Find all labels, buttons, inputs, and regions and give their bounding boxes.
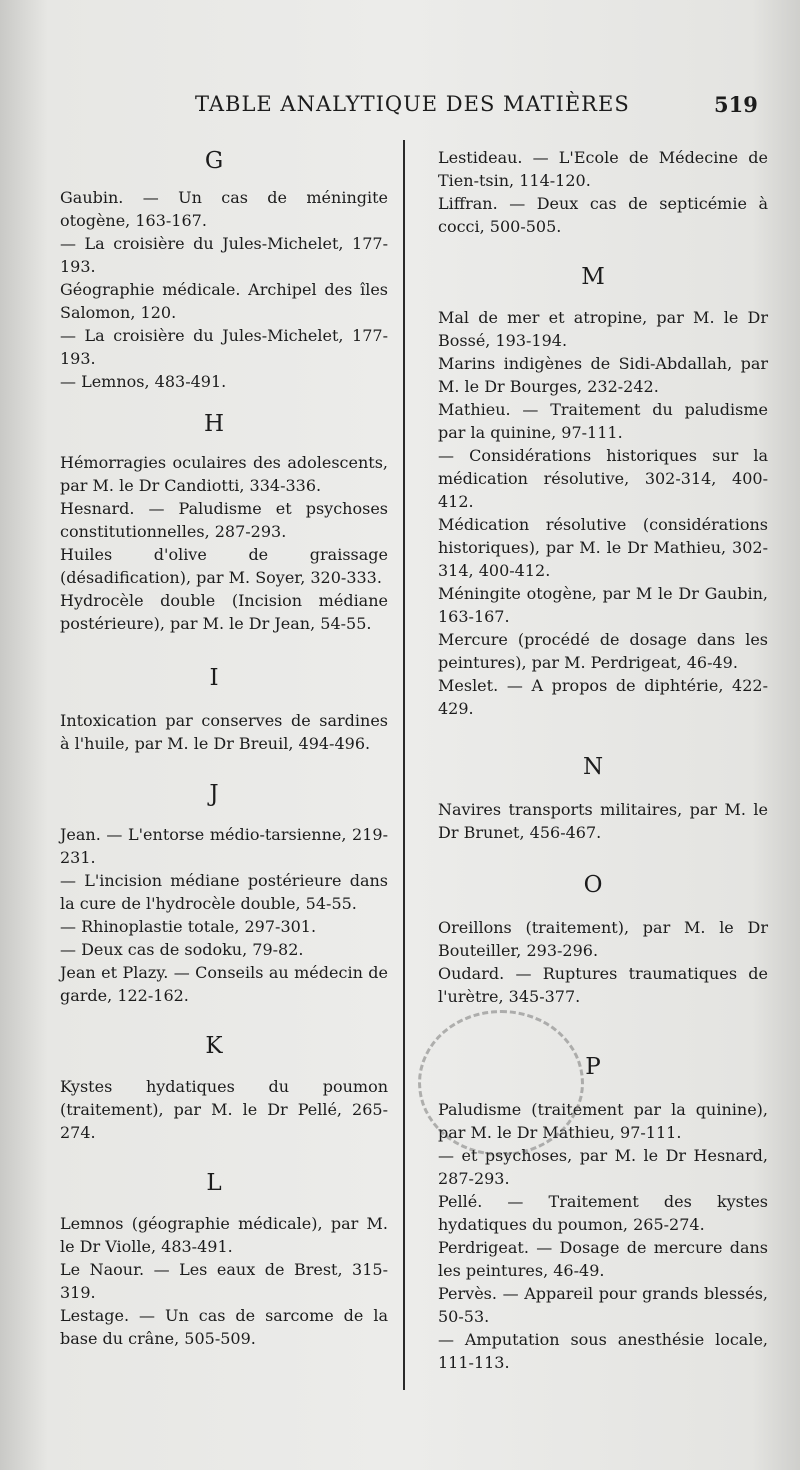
entry-geographie-salomon: Géographie médicale. Archipel des îles Salomon, 120. bbox=[60, 280, 388, 322]
entry-paludisme: Paludisme (traitement par la quinine), par M. le Dr Mathieu, 97-111. bbox=[438, 1100, 768, 1142]
entry-jean-incision: — L'incision médiane postérieure dans la cure de l'hydrocèle double, 54-55. bbox=[60, 871, 388, 913]
running-title: TABLE ANALYTIQUE DES MATIÈRES bbox=[195, 92, 630, 116]
entry-jean-sodoku: — Deux cas de sodoku, 79-82. bbox=[60, 940, 304, 959]
entry-meslet: Meslet. — A propos de diphtérie, 422-429. bbox=[438, 676, 768, 718]
entry-mathieu-considerations: — Considérations historiques sur la médication résolutive, 302-314, 400-412. bbox=[438, 446, 768, 511]
entry-oreillons: Oreillons (traitement), par M. le Dr Bouteiller, 293-296. bbox=[438, 918, 768, 960]
entry-jean-entorse: Jean. — L'entorse médio-tarsienne, 219-231. bbox=[60, 825, 388, 867]
entry-perves: Pervès. — Appareil pour grands blessés, 50-53. bbox=[438, 1284, 768, 1326]
entry-intoxication: Intoxication par conserves de sardines à l'huile, par M. le Dr Breuil, 494-496. bbox=[60, 711, 388, 753]
section-letter-m: M bbox=[581, 264, 605, 290]
right-column bbox=[418, 140, 768, 1374]
section-letter-p: P bbox=[585, 1054, 601, 1080]
section-letter-j: J bbox=[209, 781, 219, 807]
entry-mercure: Mercure (procédé de dosage dans les peintures), par M. Perdrigeat, 46-49. bbox=[438, 630, 768, 672]
entry-navires: Navires transports militaires, par M. le Dr Brunet, 456-467. bbox=[438, 800, 768, 842]
entry-medication: Médication résolutive (considérations historiques), par M. le Dr Mathieu, 302-314, 400-412. bbox=[438, 515, 768, 580]
section-letter-n: N bbox=[582, 754, 604, 780]
entry-liffran: Liffran. — Deux cas de septicémie à cocci, 500-505. bbox=[438, 194, 768, 236]
column-divider bbox=[403, 140, 405, 1390]
entry-pelle: Pellé. — Traitement des kystes hydatiques du poumon, 265-274. bbox=[438, 1192, 768, 1234]
entry-marins: Marins indigènes de Sidi-Abdallah, par M. le Dr Bourges, 232-242. bbox=[438, 354, 768, 396]
entry-oudard: Oudard. — Ruptures traumatiques de l'urètre, 345-377. bbox=[438, 964, 768, 1006]
entry-jean-plazy: Jean et Plazy. — Conseils au médecin de garde, 122-162. bbox=[60, 963, 388, 1005]
entry-mal-de-mer: Mal de mer et atropine, par M. le Dr Bossé, 193-194. bbox=[438, 308, 768, 350]
entry-lemnos: Lemnos (géographie médicale), par M. le Dr Violle, 483-491. bbox=[60, 1214, 388, 1256]
section-letter-g: G bbox=[204, 148, 224, 174]
entry-hesnard: Hesnard. — Paludisme et psychoses constitutionnelles, 287-293. bbox=[60, 499, 388, 541]
section-letter-o: O bbox=[583, 872, 603, 898]
entry-mathieu: Mathieu. — Traitement du paludisme par la quinine, 97-111. bbox=[438, 400, 768, 442]
entry-geographie-croisiere: — La croisière du Jules-Michelet, 177-193. bbox=[60, 326, 388, 368]
entry-paludisme-psychoses: — et psychoses, par M. le Dr Hesnard, 287-293. bbox=[438, 1146, 768, 1188]
entry-hydrocele: Hydrocèle double (Incision médiane postérieure), par M. le Dr Jean, 54-55. bbox=[60, 591, 388, 633]
entry-meningite: Méningite otogène, par M le Dr Gaubin, 163-167. bbox=[438, 584, 768, 626]
entry-gaubin: Gaubin. — Un cas de méningite otogène, 163-167. bbox=[60, 188, 388, 230]
section-letter-i: I bbox=[209, 665, 219, 691]
section-letter-k: K bbox=[205, 1033, 223, 1059]
entry-le-naour: Le Naour. — Les eaux de Brest, 315-319. bbox=[60, 1260, 388, 1302]
entry-geographie-lemnos: — Lemnos, 483-491. bbox=[60, 372, 227, 391]
entry-lestideau: Lestideau. — L'Ecole de Médecine de Tien-tsin, 114-120. bbox=[438, 148, 768, 190]
entry-kystes: Kystes hydatiques du poumon (traitement), par M. le Dr Pellé, 265-274. bbox=[60, 1077, 388, 1142]
entry-huiles: Huiles d'olive de graissage (désadification), par M. Soyer, 320-333. bbox=[60, 545, 388, 587]
entry-hemorragies: Hémorragies oculaires des adolescents, par M. le Dr Candiotti, 334-336. bbox=[60, 453, 388, 495]
entry-lestage: Lestage. — Un cas de sarcome de la base du crâne, 505-509. bbox=[60, 1306, 388, 1348]
page-number: 519 bbox=[714, 92, 758, 117]
section-letter-h: H bbox=[203, 411, 225, 437]
entry-gaubin-croisiere: — La croisière du Jules-Michelet, 177-193. bbox=[60, 234, 388, 276]
page-header bbox=[0, 92, 800, 122]
left-column bbox=[40, 140, 388, 1350]
entry-perves-amputation: — Amputation sous anesthésie locale, 111-113. bbox=[438, 1330, 768, 1372]
entry-jean-rhinoplastie: — Rhinoplastie totale, 297-301. bbox=[60, 917, 317, 936]
entry-perdrigeat: Perdrigeat. — Dosage de mercure dans les peintures, 46-49. bbox=[438, 1238, 768, 1280]
section-letter-l: L bbox=[206, 1170, 222, 1196]
library-stamp bbox=[418, 1010, 584, 1156]
